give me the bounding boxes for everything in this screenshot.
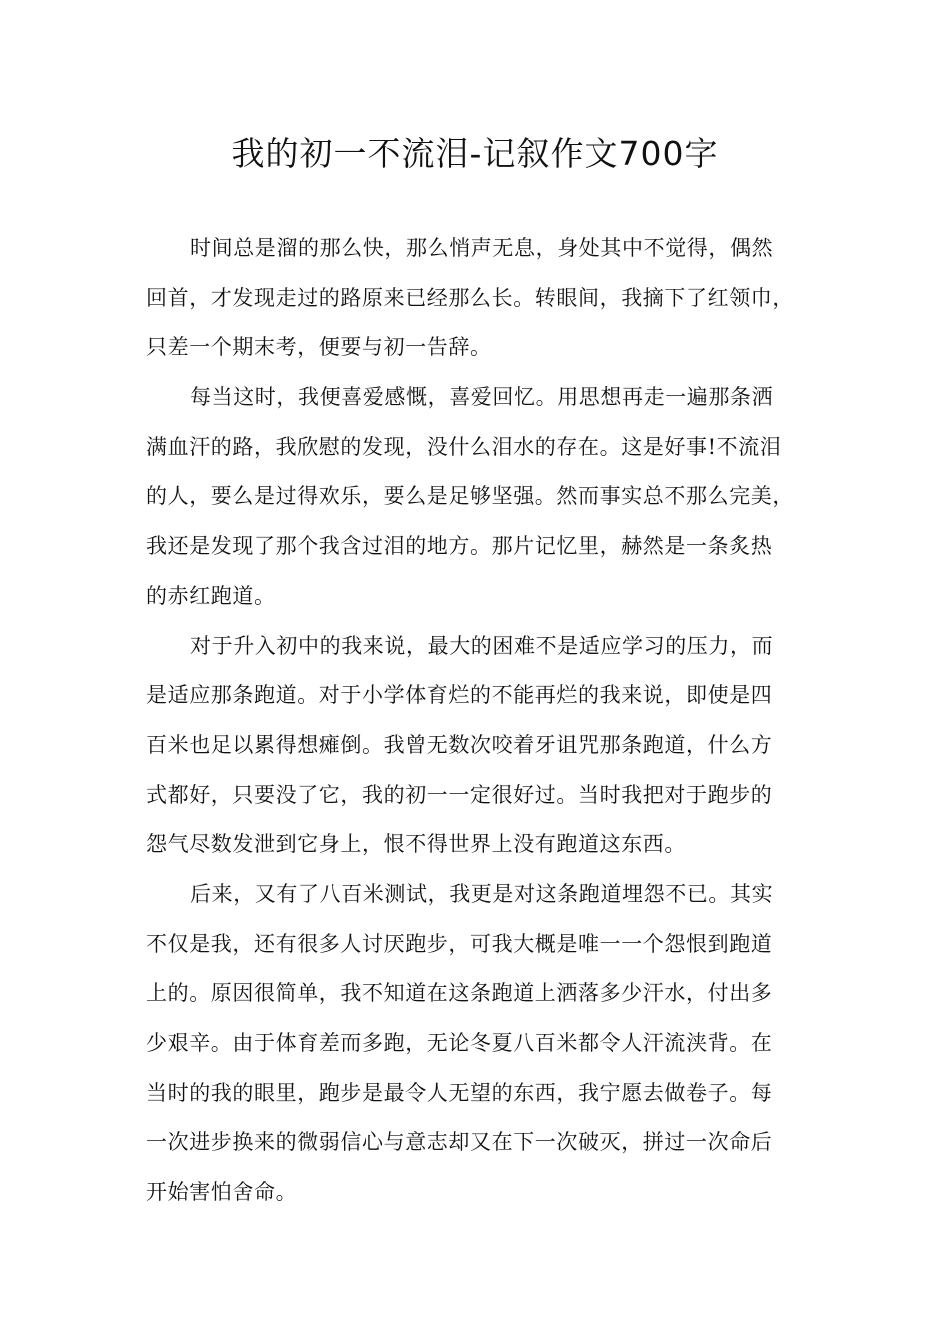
- paragraph-line: 后来，又有了八百米测试，我更是对这条跑道埋怨不已。其实: [190, 881, 774, 906]
- paragraph-line: 怨气尽数发泄到它身上，恨不得世界上没有跑道这东西。: [146, 832, 686, 857]
- paragraph-line: 上的。原因很简单，我不知道在这条跑道上洒落多少汗水，付出多: [146, 981, 773, 1006]
- paragraph: [146, 224, 816, 373]
- paragraph-line: 满血汗的路，我欣慰的发现，没什么泪水的存在。这是好事!不流泪: [146, 434, 782, 459]
- document-body: [146, 224, 816, 1218]
- paragraph-line: 时间总是溜的那么快，那么悄声无息，身处其中不觉得，偶然: [190, 236, 774, 260]
- paragraph-line: 的赤红跑道。: [146, 583, 276, 608]
- document-title: 我的初一不流泪-记叙作文700字: [231, 134, 719, 173]
- paragraph-line: 少艰辛。由于体育差而多跑，无论冬夏八百米都令人汗流浃背。在: [146, 1031, 773, 1055]
- paragraph-line: 开始害怕舍命。: [146, 1180, 298, 1205]
- paragraph-line: 的人，要么是过得欢乐，要么是足够坚强。然而事实总不那么完美，: [146, 484, 794, 509]
- paragraph-line: 对于升入初中的我来说，最大的困难不是适应学习的压力，而: [190, 633, 774, 658]
- paragraph-line: 只差一个期末考，便要与初一告辞。: [146, 335, 492, 360]
- paragraph-line: 回首，才发现走过的路原来已经那么长。转眼间，我摘下了红领巾，: [146, 285, 794, 310]
- paragraph-line: 我还是发现了那个我含过泪的地方。那片记忆里，赫然是一条炙热: [146, 534, 773, 559]
- paragraph-line: 是适应那条跑道。对于小学体育烂的不能再烂的我来说，即使是四: [146, 683, 773, 708]
- paragraph: [146, 622, 816, 870]
- paragraph-line: 一次进步换来的微弱信心与意志却又在下一次破灭，拼过一次命后: [146, 1130, 773, 1155]
- paragraph-line: 百米也足以累得想瘫倒。我曾无数次咬着牙诅咒那条跑道，什么方: [146, 732, 773, 757]
- paragraph-line: 式都好，只要没了它，我的初一一定很好过。当时我把对于跑步的: [146, 782, 773, 807]
- paragraph-line: 当时的我的眼里，跑步是最令人无望的东西，我宁愿去做卷子。每: [146, 1080, 773, 1105]
- paragraph: [146, 373, 816, 621]
- paragraph-line: 每当这时，我便喜爱感慨，喜爱回忆。用思想再走一遍那条洒: [190, 385, 774, 410]
- paragraph-line: 不仅是我，还有很多人讨厌跑步，可我大概是唯一一个怨恨到跑道: [146, 931, 773, 956]
- paragraph: [146, 870, 816, 1218]
